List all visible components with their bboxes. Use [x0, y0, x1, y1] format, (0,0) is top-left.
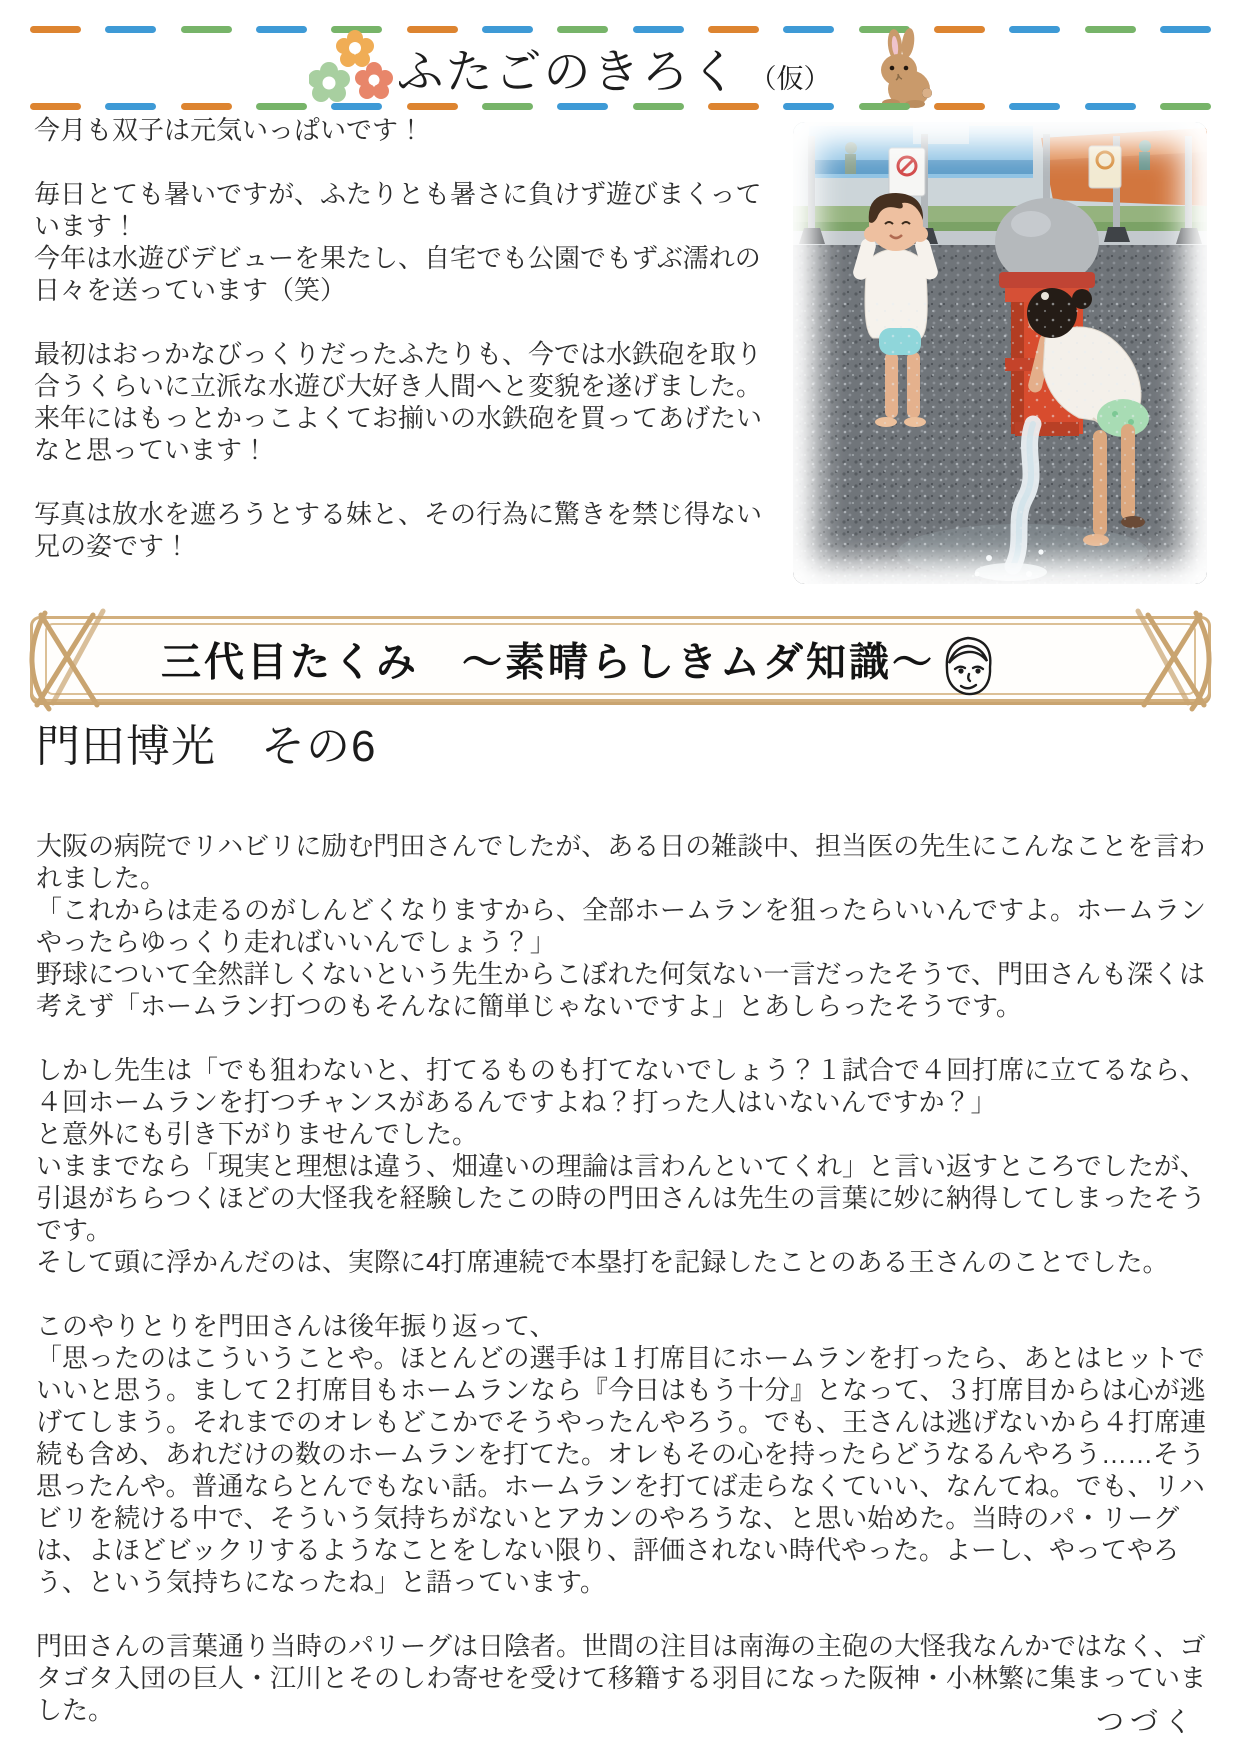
dash — [1085, 103, 1136, 110]
flower-green — [309, 62, 350, 102]
dashed-border-bottom — [30, 103, 1211, 110]
paragraph-block — [36, 1310, 1208, 1598]
paragraph-block — [36, 1054, 1208, 1278]
twins-section-text — [34, 114, 784, 562]
text-line: 写真は放水を遮ろうとする妹と、その行為に驚きを禁じ得ない兄の姿です！ — [34, 499, 763, 561]
column-heading: 門田博光 その6 — [36, 722, 377, 771]
text-line: いままでなら「現実と理想は違う、畑違いの理論は言わんといてくれ」と言い返すところでしたが、引退がちらつくほどの大怪我を経験したこの時の門田さんは先生の言葉に妙に納得してしまったそうです。 — [36, 1151, 1206, 1245]
dash — [256, 103, 307, 110]
text-line: このやりとりを門田さんは後年振り返って、 — [36, 1311, 556, 1341]
page-title-note: （仮） — [749, 63, 831, 94]
text-line: と意外にも引き下がりませんでした。 — [36, 1119, 479, 1149]
flower-salmon — [355, 62, 393, 99]
paragraph-block — [36, 830, 1208, 1022]
dash — [482, 103, 533, 110]
text-line: 「思ったのはこういうことや。ほとんどの選手は１打席目にホームランを打ったら、あとはヒットでいいと思う。まして２打席目もホームランなら『今日はもう十分』となって、３打席目からは心が逃げてしまう。それまでのオレもどこかでそうやったんやろう。でも、王さんは逃げないから４打席連続も含め、あれだけの数のホームランを打てた。オレもその心を持ったらどうなるんやろう……そう思ったんや。普通ならとんでもない話。ホームランを打てば走らなくていい、なんてね。でも、リハビリを続ける中で、そういう気持ちがないとアカンのやろうな、と思い始めた。当時のパ・リーグは、よほどビックリするようなことをしない限り、評価されない時代やった。よーし、やってやろう、という気持ちになったね」と語っています。 — [36, 1343, 1207, 1597]
flower-orange — [336, 30, 374, 67]
text-line: 「これからは走るのがしんどくなりますから、全部ホームランを狙ったらいいんですよ。ホームランやったらゆっくり走ればいいんでしょう？」 — [36, 895, 1207, 957]
text-line: 門田さんの言葉通り当時のパリーグは日陰者。世間の注目は南海の主砲の大怪我なんかではなく、ゴタゴタ入団の巨人・江川とそのしわ寄せを受けて移籍する羽目になった阪神・小林繁に集まっていました。 — [36, 1631, 1207, 1725]
continued-label: つづく — [1096, 1706, 1199, 1737]
flowers-icon — [309, 29, 395, 107]
dash — [934, 103, 985, 110]
text-line: 毎日とても暑いですが、ふたりとも暑さに負けず遊びまくっています！ — [34, 179, 762, 241]
paragraph-block — [34, 178, 784, 306]
banner-title: 三代目たくみ ～素晴らしきムダ知識～ — [161, 640, 935, 685]
title-row — [30, 30, 1211, 106]
banner-ribbon-right-icon — [1134, 605, 1226, 717]
text-line: しかし先生は「でも狙わないと、打てるものも打てないでしょう？１試合で４回打席に立てるなら、４回ホームランを打つチャンスがあるんですよね？打った人はいないんですか？」 — [36, 1055, 1207, 1117]
text-line: そして頭に浮かんだのは、実際に4打席連続で本塁打を記録したことのある王さんのことでした。 — [36, 1247, 1169, 1277]
dash — [859, 103, 910, 110]
text-line: 来年にはもっとかっこよくてお揃いの水鉄砲を買ってあげたいなと思っています！ — [34, 403, 763, 465]
header — [30, 26, 1211, 110]
dash — [331, 103, 382, 110]
page-title: ふたごのきろく — [396, 44, 740, 98]
paragraph-block — [34, 338, 784, 466]
dash — [105, 103, 156, 110]
dash — [181, 103, 232, 110]
text-line: 大阪の病院でリハビリに励む門田さんでしたが、ある日の雑談中、担当医の先生にこんなことを言われました。 — [36, 831, 1206, 893]
text-line: 今月も双子は元気いっぱいです！ — [34, 115, 425, 145]
paragraph-block — [36, 1630, 1208, 1726]
column-section — [36, 710, 1208, 1726]
dash — [783, 103, 834, 110]
dash — [633, 103, 684, 110]
text-line: 最初はおっかなびっくりだったふたりも、今では水鉄砲を取り合うくらいに立派な水遊び大好き人間へと変貌を遂げました。 — [34, 339, 763, 401]
dash — [407, 103, 458, 110]
rabbit-icon — [871, 27, 933, 109]
dash — [708, 103, 759, 110]
twins-water-play-photo — [793, 122, 1207, 584]
text-line: 野球について全然詳しくないという先生からこぼれた何気ない一言だったそうで、門田さんも深くは考えず「ホームラン打つのもそんなに簡単じゃないですよ」とあしらったそうです。 — [36, 959, 1205, 1021]
banner-ribbon-left-icon — [15, 605, 107, 717]
paragraph-block — [34, 498, 784, 562]
column-body — [36, 830, 1208, 1726]
dash — [1009, 103, 1060, 110]
takumi-face-icon — [935, 629, 1001, 699]
text-line: 今年は水遊びデビューを果たし、自宅でも公園でもずぶ濡れの日々を送っています（笑） — [34, 243, 761, 305]
dash — [557, 103, 608, 110]
paragraph-block — [34, 114, 784, 146]
dash — [30, 103, 81, 110]
column-banner — [30, 616, 1211, 702]
dash — [1160, 103, 1211, 110]
